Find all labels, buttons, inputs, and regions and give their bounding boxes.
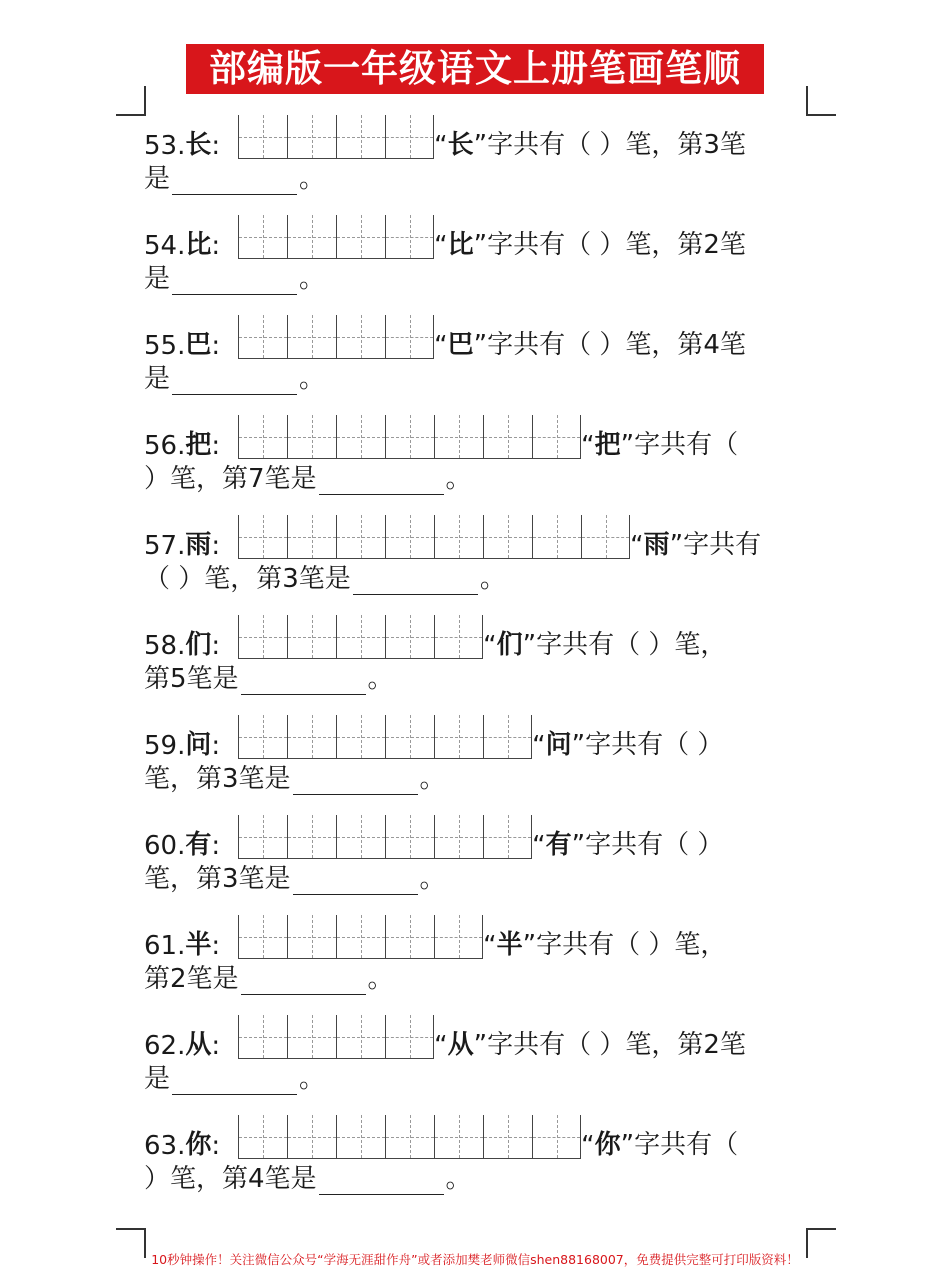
colon: : bbox=[211, 531, 221, 561]
colon: : bbox=[211, 1031, 221, 1061]
answer-blank[interactable] bbox=[319, 468, 444, 495]
answer-blank[interactable] bbox=[319, 1168, 444, 1195]
question-text: ”字共有（ ）笔，第3笔 bbox=[473, 130, 746, 160]
stroke-grid[interactable] bbox=[238, 315, 434, 359]
stroke-grid[interactable] bbox=[238, 615, 483, 659]
answer-blank[interactable] bbox=[172, 1068, 297, 1095]
question-number: 58. bbox=[144, 631, 186, 661]
question-char: 比 bbox=[185, 230, 212, 260]
question-text: ”字共有（ ）笔，第2笔 bbox=[473, 1030, 746, 1060]
colon: : bbox=[211, 131, 221, 161]
colon: : bbox=[211, 1131, 221, 1161]
colon: : bbox=[211, 931, 221, 961]
answer-blank[interactable] bbox=[241, 668, 366, 695]
question-57: 57. 雨 : “ 雨 ”字共有 （ ）笔，第3笔是 。 bbox=[144, 503, 814, 599]
answer-blank[interactable] bbox=[293, 768, 418, 795]
question-char: 有 bbox=[185, 830, 212, 860]
question-62: 62. 从 : “ 从 ”字共有（ ）笔，第2笔 是 。 bbox=[144, 1003, 814, 1099]
quoted-char: 们 bbox=[496, 630, 523, 660]
question-char: 们 bbox=[185, 630, 212, 660]
colon: : bbox=[211, 331, 221, 361]
question-char: 从 bbox=[185, 1030, 212, 1060]
answer-blank[interactable] bbox=[353, 568, 478, 595]
stroke-grid[interactable] bbox=[238, 415, 581, 459]
question-text: ”字共有（ ） bbox=[571, 830, 724, 860]
question-text: ”字共有（ ）笔， bbox=[522, 630, 727, 660]
question-number: 53. bbox=[144, 131, 186, 161]
question-53: 53. 长 : “ 长 ”字共有（ ）笔，第3笔 是 。 bbox=[144, 103, 814, 199]
quoted-char: 你 bbox=[594, 1130, 621, 1160]
question-number: 63. bbox=[144, 1131, 186, 1161]
question-text: ”字共有（ bbox=[620, 1130, 739, 1160]
answer-blank[interactable] bbox=[172, 168, 297, 195]
question-number: 54. bbox=[144, 231, 186, 261]
question-number: 55. bbox=[144, 331, 186, 361]
question-char: 巴 bbox=[185, 330, 212, 360]
question-char: 半 bbox=[185, 930, 212, 960]
colon: : bbox=[211, 631, 221, 661]
quoted-char: 比 bbox=[447, 230, 474, 260]
question-number: 60. bbox=[144, 831, 186, 861]
stroke-grid[interactable] bbox=[238, 515, 630, 559]
question-59: 59. 问 : “ 问 ”字共有（ ） 笔，第3笔是 。 bbox=[144, 703, 814, 799]
question-char: 长 bbox=[185, 130, 212, 160]
footer-note: 10秒钟操作！关注微信公众号“学海无涯甜作舟”或者添加樊老师微信shen88168007，免费提供完整可打印版资料！ bbox=[151, 1252, 799, 1267]
quoted-char: 半 bbox=[496, 930, 523, 960]
question-char: 你 bbox=[185, 1130, 212, 1160]
quoted-char: 问 bbox=[545, 730, 572, 760]
stroke-grid[interactable] bbox=[238, 215, 434, 259]
stroke-grid[interactable] bbox=[238, 715, 532, 759]
quoted-char: 从 bbox=[447, 1030, 474, 1060]
question-number: 57. bbox=[144, 531, 186, 561]
question-number: 62. bbox=[144, 1031, 186, 1061]
quoted-char: 雨 bbox=[643, 530, 670, 560]
colon: : bbox=[211, 831, 221, 861]
question-text: ”字共有（ ）笔， bbox=[522, 930, 727, 960]
quoted-char: 巴 bbox=[447, 330, 474, 360]
question-60: 60. 有 : “ 有 ”字共有（ ） 笔，第3笔是 。 bbox=[144, 803, 814, 899]
question-char: 把 bbox=[185, 430, 212, 460]
question-56: 56. 把 : “ 把 ”字共有（ ）笔，第7笔是 。 bbox=[144, 403, 814, 499]
question-char: 雨 bbox=[185, 530, 212, 560]
question-char: 问 bbox=[185, 730, 212, 760]
question-text: ”字共有（ ）笔，第2笔 bbox=[473, 230, 746, 260]
quoted-char: 把 bbox=[594, 430, 621, 460]
question-number: 59. bbox=[144, 731, 186, 761]
question-58: 58. 们 : “ 们 ”字共有（ ）笔， 第5笔是 。 bbox=[144, 603, 814, 699]
colon: : bbox=[211, 431, 221, 461]
colon: : bbox=[211, 731, 221, 761]
stroke-grid[interactable] bbox=[238, 115, 434, 159]
question-text: ”字共有 bbox=[669, 530, 762, 560]
answer-blank[interactable] bbox=[172, 268, 297, 295]
crop-mark-top-left bbox=[116, 86, 146, 116]
question-63: 63. 你 : “ 你 ”字共有（ ）笔，第4笔是 。 bbox=[144, 1103, 814, 1199]
question-text: ”字共有（ ） bbox=[571, 730, 724, 760]
question-number: 56. bbox=[144, 431, 186, 461]
answer-blank[interactable] bbox=[172, 368, 297, 395]
question-text: ”字共有（ ）笔，第4笔 bbox=[473, 330, 746, 360]
question-54: 54. 比 : “ 比 ”字共有（ ）笔，第2笔 是 。 bbox=[144, 203, 814, 299]
stroke-grid[interactable] bbox=[238, 1115, 581, 1159]
answer-blank[interactable] bbox=[293, 868, 418, 895]
stroke-grid[interactable] bbox=[238, 1015, 434, 1059]
question-55: 55. 巴 : “ 巴 ”字共有（ ）笔，第4笔 是 。 bbox=[144, 303, 814, 399]
quoted-char: 长 bbox=[447, 130, 474, 160]
question-61: 61. 半 : “ 半 ”字共有（ ）笔， 第2笔是 。 bbox=[144, 903, 814, 999]
question-number: 61. bbox=[144, 931, 186, 961]
answer-blank[interactable] bbox=[241, 968, 366, 995]
colon: : bbox=[211, 231, 221, 261]
question-text: ”字共有（ bbox=[620, 430, 739, 460]
stroke-grid[interactable] bbox=[238, 815, 532, 859]
quoted-char: 有 bbox=[545, 830, 572, 860]
stroke-grid[interactable] bbox=[238, 915, 483, 959]
page-title: 部编版一年级语文上册笔画笔顺 bbox=[186, 44, 764, 94]
